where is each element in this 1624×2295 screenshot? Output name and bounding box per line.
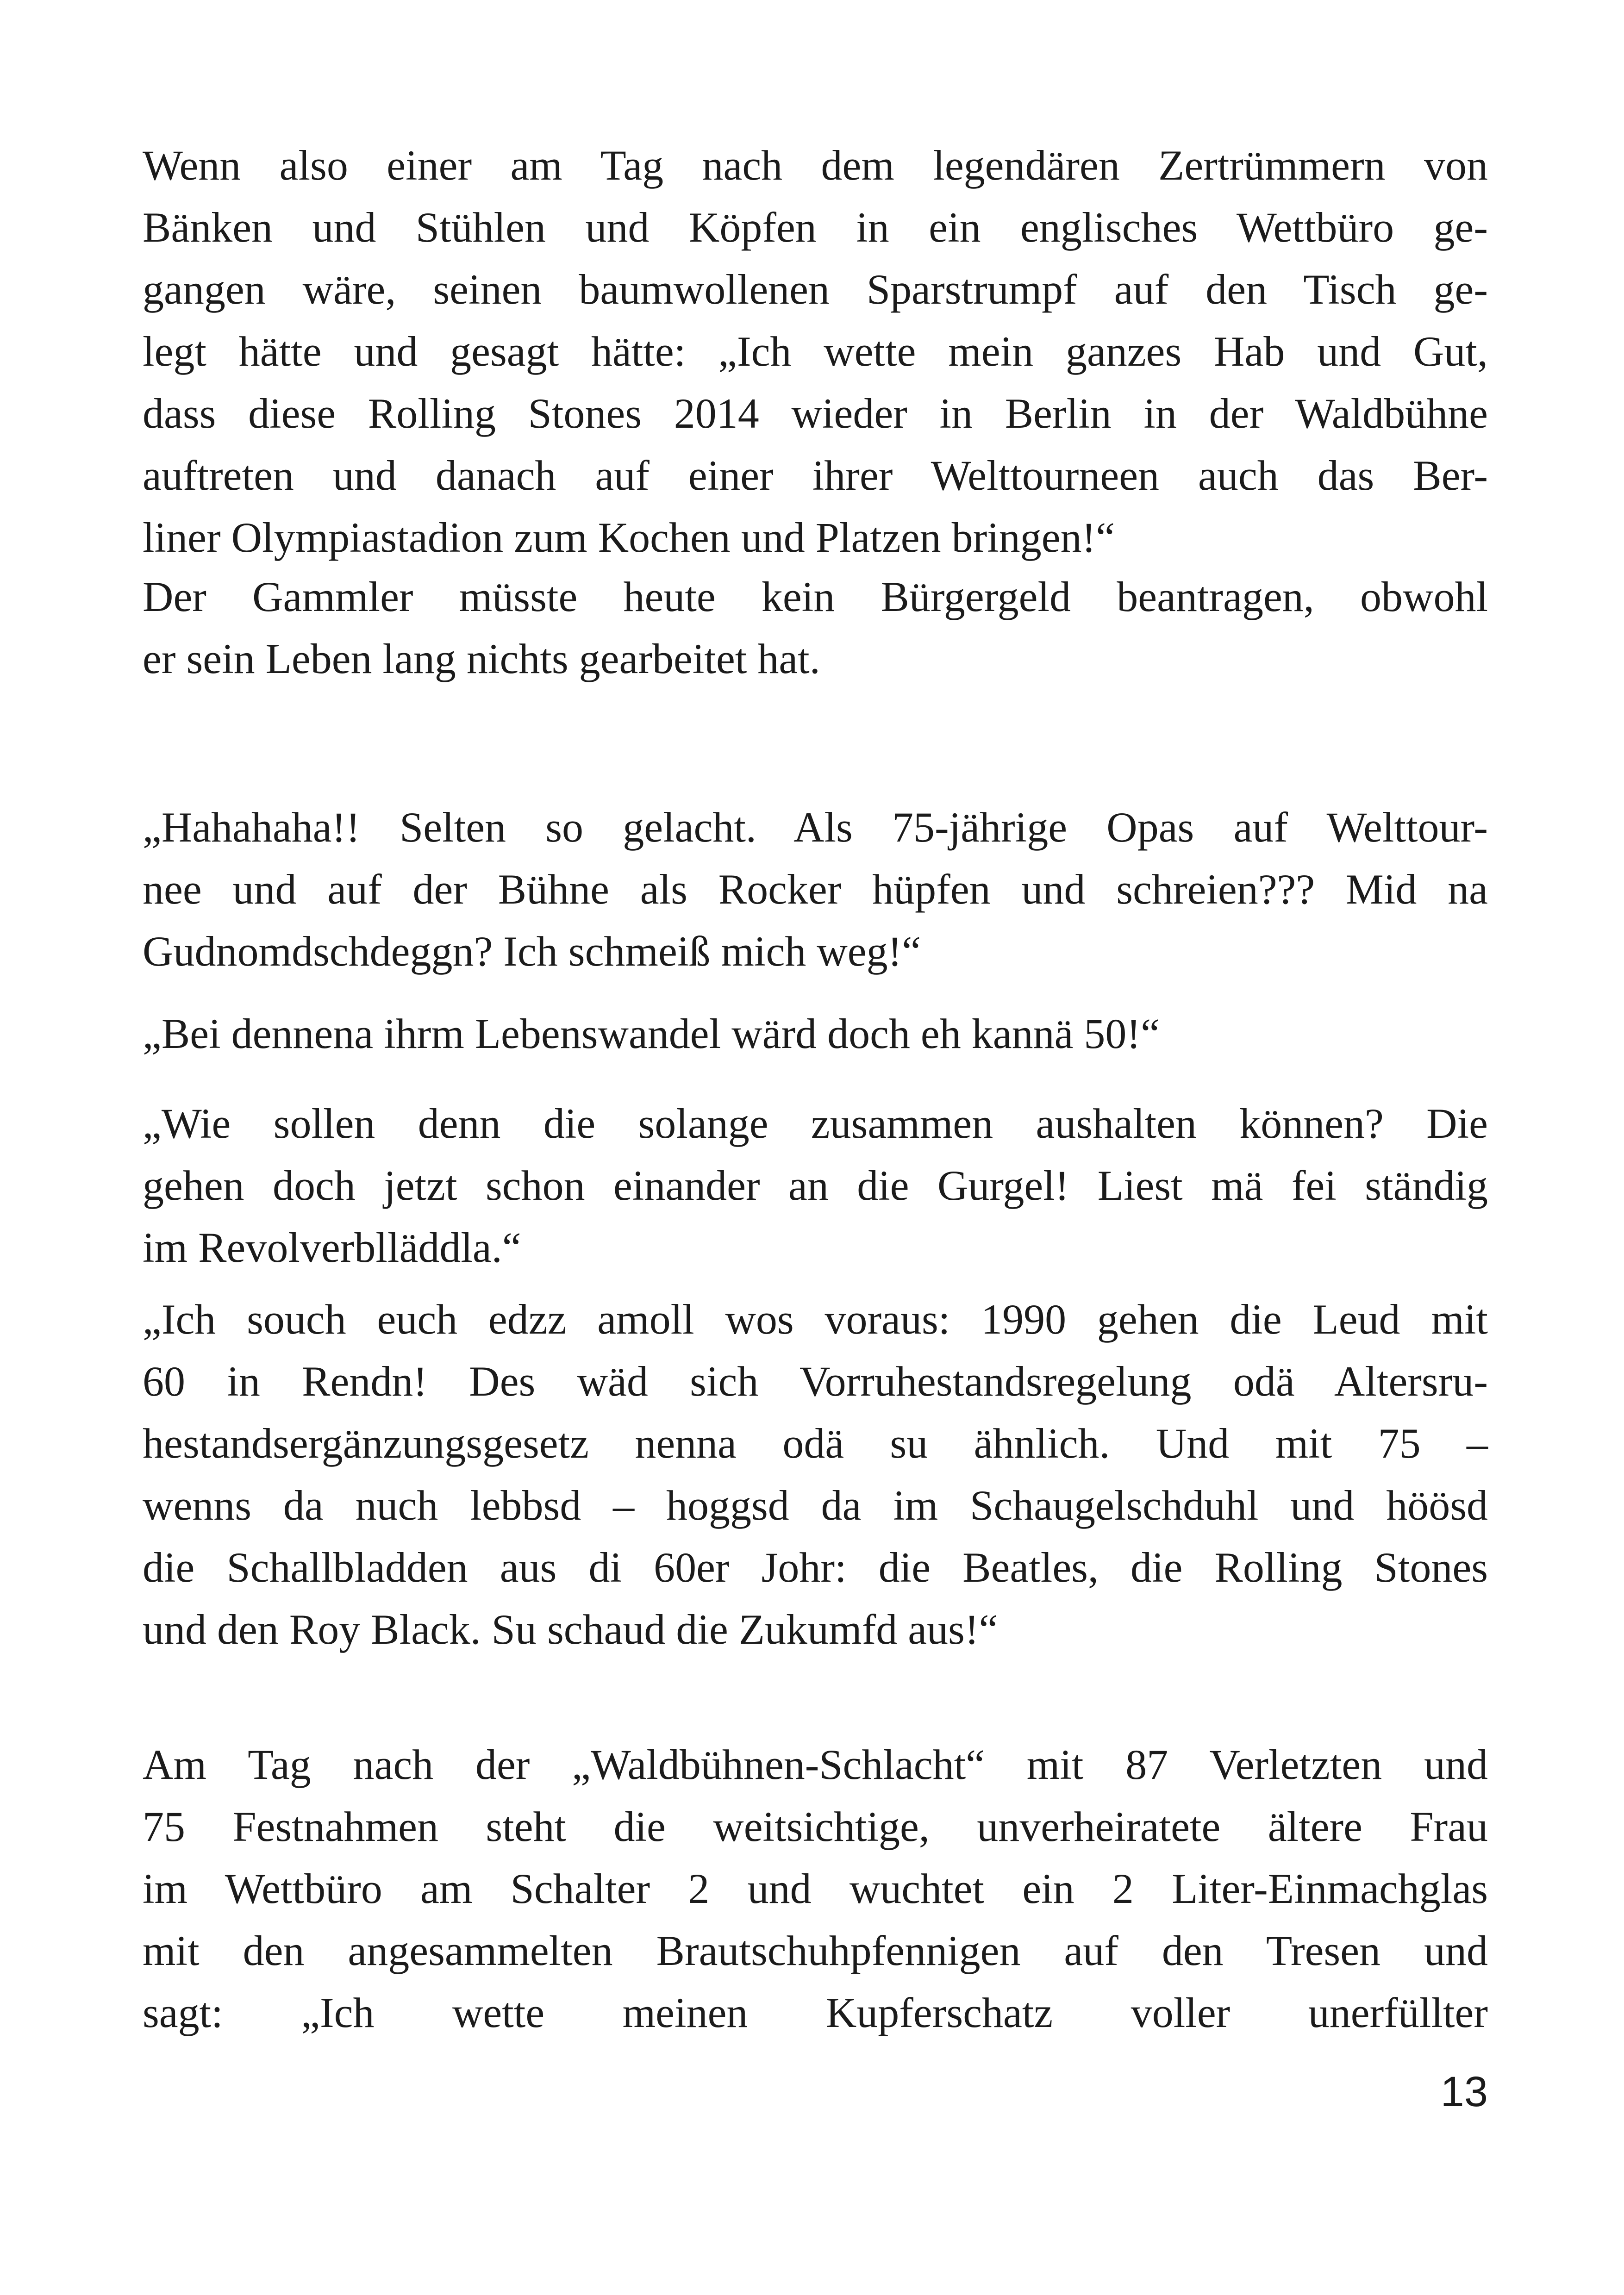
text-line: Wenn also einer am Tag nach dem legendären Zertrümmern von bbox=[143, 142, 1488, 189]
text-line: 75 Festnahmen steht die weitsichtige, unverheiratete ältere Frau bbox=[143, 1803, 1488, 1850]
text-line: und den Roy Black. Su schaud die Zukumfd aus!“ bbox=[143, 1606, 998, 1653]
paragraph-gammler bbox=[143, 566, 1488, 690]
text-line: auftreten und danach auf einer ihrer Welttourneen auch das Ber- bbox=[143, 452, 1488, 499]
text-line: gehen doch jetzt schon einander an die Gurgel! Liest mä fei ständig bbox=[143, 1162, 1488, 1209]
text-line: hestandsergänzungsgesetz nenna odä su ähnlich. Und mit 75 – bbox=[143, 1420, 1488, 1467]
paragraph-lebenswandel-quote bbox=[143, 1003, 1488, 1065]
text-line: er sein Leben lang nichts gearbeitet hat. bbox=[143, 635, 820, 682]
text-line: „Bei dennena ihrm Lebenswandel wärd doch eh kannä 50!“ bbox=[143, 1010, 1160, 1057]
text-line: Am Tag nach der „Waldbühnen-Schlacht“ mit 87 Verletzten und bbox=[143, 1741, 1488, 1788]
text-line: „Hahahaha!! Selten so gelacht. Als 75-jährige Opas auf Welttour- bbox=[143, 804, 1488, 851]
page-number: 13 bbox=[1440, 2068, 1488, 2115]
text-line: im Wettbüro am Schalter 2 und wuchtet ein 2 Liter-Einmachglas bbox=[143, 1865, 1488, 1912]
text-line: sagt: „Ich wette meinen Kupferschatz voller unerfüllter bbox=[143, 1989, 1488, 2036]
text-line: im Revolverblläddla.“ bbox=[143, 1224, 521, 1271]
text-line: nee und auf der Bühne als Rocker hüpfen und schreien??? Mid na bbox=[143, 866, 1488, 913]
text-line: Bänken und Stühlen und Köpfen in ein englisches Wettbüro ge- bbox=[143, 204, 1488, 251]
text-line: wenns da nuch lebbsd – hoggsd da im Schaugelschduhl und höösd bbox=[143, 1482, 1488, 1529]
text-line: legt hätte und gesagt hätte: „Ich wette mein ganzes Hab und Gut, bbox=[143, 328, 1488, 375]
text-line: „Wie sollen denn die solange zusammen aushalten können? Die bbox=[143, 1100, 1488, 1147]
text-line: Gudnomdschdeggn? Ich schmeiß mich weg!“ bbox=[143, 928, 921, 975]
text-line: liner Olympiastadion zum Kochen und Platzen bringen!“ bbox=[143, 514, 1115, 561]
text-line: die Schallbladden aus di 60er Johr: die Beatles, die Rolling Stones bbox=[143, 1544, 1488, 1591]
paragraph-hahahaha-quote bbox=[143, 796, 1488, 982]
paragraph-prophecy-quote bbox=[143, 1288, 1488, 1660]
text-line: „Ich souch euch edzz amoll wos voraus: 1990 gehen die Leud mit bbox=[143, 1296, 1488, 1343]
text-line: dass diese Rolling Stones 2014 wieder in Berlin in der Waldbühne bbox=[143, 390, 1488, 437]
text-line: gangen wäre, seinen baumwollenen Sparstrumpf auf den Tisch ge- bbox=[143, 266, 1488, 313]
text-line: Der Gammler müsste heute kein Bürgergeld beantragen, obwohl bbox=[143, 573, 1488, 620]
text-line: mit den angesammelten Brautschuhpfennigen auf den Tresen und bbox=[143, 1927, 1488, 1974]
paragraph-waldbuehnen-schlacht bbox=[143, 1734, 1488, 2044]
text-line: 60 in Rendn! Des wäd sich Vorruhestandsregelung odä Altersru- bbox=[143, 1358, 1488, 1405]
paragraph-aushalten-quote bbox=[143, 1092, 1488, 1278]
paragraph-betting-story bbox=[143, 134, 1488, 568]
